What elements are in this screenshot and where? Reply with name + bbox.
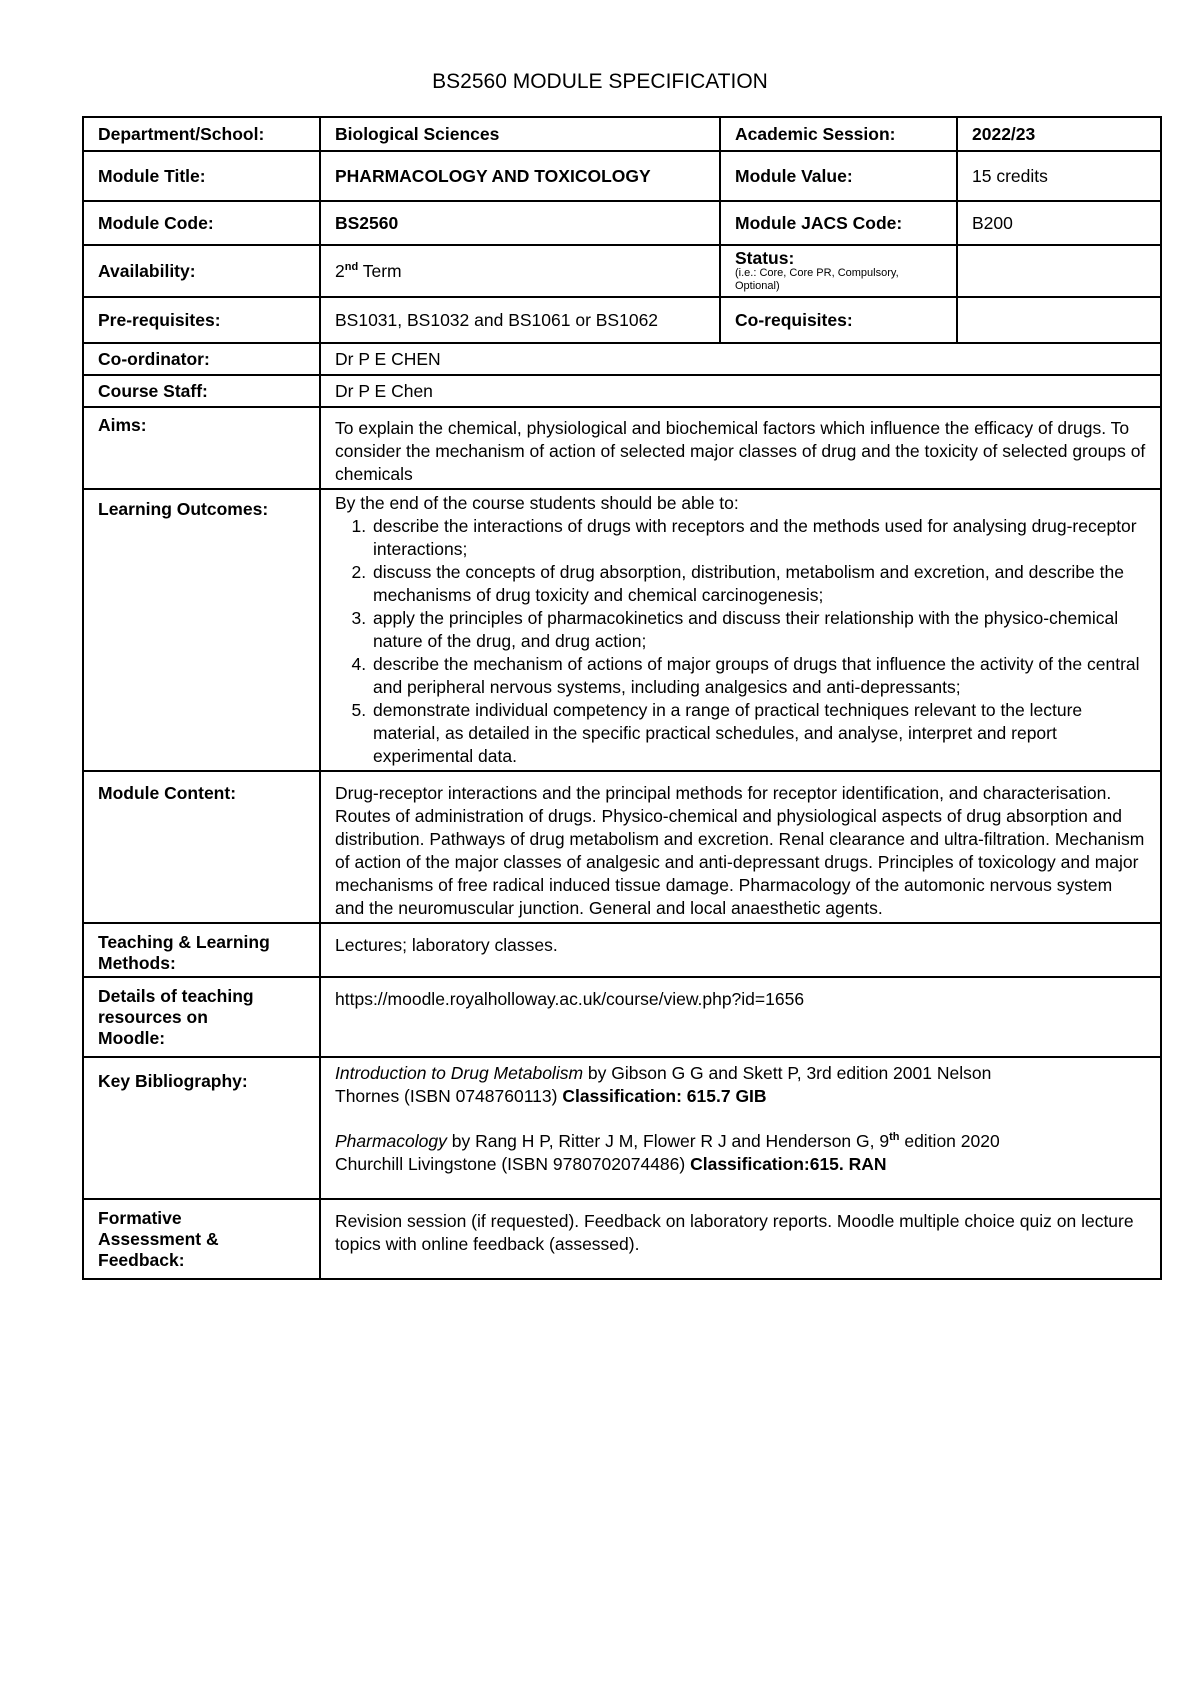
row-module-content (83, 771, 1161, 923)
page-title: BS2560 MODULE SPECIFICATION (432, 70, 768, 93)
prereq-value: BS1031, BS1032 and BS1061 or BS1062 (320, 297, 720, 343)
availability-sup: nd (344, 260, 359, 273)
aims-label: Aims: (83, 407, 320, 489)
learning-outcomes-list (335, 515, 1146, 768)
status-value (957, 245, 1161, 297)
row-coordinator (83, 343, 1161, 375)
coordinator-value: Dr P E CHEN (320, 343, 1161, 375)
book-2-title: Pharmacology (335, 1131, 447, 1151)
row-department (83, 117, 1161, 151)
session-label: Academic Session: (720, 117, 957, 151)
module-title-label: Module Title: (83, 151, 320, 201)
availability-rest: Term (358, 260, 402, 281)
outcome-4: 4. describe the mechanism of actions of major groups of drugs that influence the activity of the central and peripheral nervous systems, including analgesics and anti-depressants; (371, 653, 1146, 699)
coreq-value (957, 297, 1161, 343)
outcome-3: 3. apply the principles of pharmacokinetics and discuss their relationship with the physico-chemical nature of the drug, and drug action; (371, 607, 1146, 653)
department-label: Department/School: (83, 117, 320, 151)
department-value: Biological Sciences (320, 117, 720, 151)
course-staff-label: Course Staff: (83, 375, 320, 407)
outcome-5: 5. demonstrate individual competency in a range of practical techniques relevant to the lecture material, as detailed in the specific practical schedules, and analyse, interpret and report experimental data. (371, 699, 1146, 768)
row-module-code (83, 201, 1161, 245)
book-1-title: Introduction to Drug Metabolism (335, 1063, 584, 1083)
prereq-label: Pre-requisites: (83, 297, 320, 343)
moodle-label: Details of teaching resources on Moodle: (83, 977, 320, 1057)
outcome-1: 1. describe the interactions of drugs with receptors and the methods used for analysing drug-receptor interactions; (371, 515, 1146, 561)
learning-outcomes-cell (320, 489, 1161, 771)
module-content-value: Drug-receptor interactions and the principal methods for receptor identification, and characterisation. Routes of administration of drugs. Physico-chemical and physiological aspects of drug absorption and distribution. Pathways of drug metabolism and excretion. Renal clearance and ultra-filtration. Mechanism of action of the major classes of analgesic and anti-depressant drugs. Principles of toxicology and major mechanisms of free radical induced tissue damage. Pharmacology of the automonic nervous system and the neuromuscular junction. General and local anaesthetic agents. (320, 771, 1161, 923)
bibliography-book-2 (335, 1130, 1040, 1176)
module-content-label: Module Content: (83, 771, 320, 923)
book-2-classification: Classification:615. RAN (690, 1154, 887, 1174)
aims-value: To explain the chemical, physiological and biochemical factors which influence the efficacy of drugs. To consider the mechanism of action of selected major classes of drug and the toxicity of selected groups of chemicals (320, 407, 1161, 489)
module-value-value: 15 credits (957, 151, 1161, 201)
module-code-value: BS2560 (320, 201, 720, 245)
book-2-details: by Rang H P, Ritter J M, Flower R J and Henderson G, 9 (446, 1131, 890, 1151)
module-title-value: PHARMACOLOGY AND TOXICOLOGY (320, 151, 720, 201)
book-1-classification: Classification: 615.7 GIB (562, 1086, 767, 1106)
module-spec-table (82, 116, 1162, 1280)
row-availability (83, 245, 1161, 297)
module-value-label: Module Value: (720, 151, 957, 201)
teaching-value: Lectures; laboratory classes. (320, 923, 1161, 977)
jacs-value: B200 (957, 201, 1161, 245)
coordinator-label: Co-ordinator: (83, 343, 320, 375)
course-staff-value: Dr P E Chen (320, 375, 1161, 407)
row-aims (83, 407, 1161, 489)
learning-outcomes-label: Learning Outcomes: (83, 489, 320, 771)
coreq-label: Co-requisites: (720, 297, 957, 343)
formative-label: Formative Assessment & Feedback: (83, 1199, 320, 1279)
book-2-publisher: edition 2020 Churchill Livingstone (ISBN 9780702074486) (335, 1131, 1000, 1174)
row-bibliography (83, 1057, 1161, 1199)
moodle-link[interactable]: https://moodle.royalholloway.ac.uk/course/view.php?id=1656 (320, 977, 1161, 1057)
bibliography-cell (320, 1057, 1161, 1199)
status-note: (i.e.: Core, Core PR, Compulsory, Optional) (735, 267, 899, 292)
row-moodle (83, 977, 1161, 1057)
status-label: Status: (735, 248, 795, 268)
availability-label: Availability: (83, 245, 320, 297)
jacs-label: Module JACS Code: (720, 201, 957, 245)
row-prerequisites (83, 297, 1161, 343)
book-2-edition-sup: th (889, 1131, 900, 1144)
teaching-label: Teaching & Learning Methods: (83, 923, 320, 977)
row-learning-outcomes (83, 489, 1161, 771)
book-1-details: by Gibson G G and Skett P, 3rd edition 2001 Nelson Thornes (ISBN 0748760113) (335, 1063, 992, 1106)
formative-value: Revision session (if requested). Feedback on laboratory reports. Moodle multiple choice quiz on lecture topics with online feedback (assessed). (320, 1199, 1161, 1279)
row-teaching (83, 923, 1161, 977)
session-value: 2022/23 (957, 117, 1161, 151)
availability-num: 2 (335, 260, 345, 281)
outcome-2: 2. discuss the concepts of drug absorption, distribution, metabolism and excretion, and describe the mechanisms of drug toxicity and chemical carcinogenesis; (371, 561, 1146, 607)
bibliography-book-1 (335, 1062, 1040, 1108)
learning-outcomes-intro: By the end of the course students should be able to: (335, 493, 739, 513)
row-formative (83, 1199, 1161, 1279)
row-module-title (83, 151, 1161, 201)
module-code-label: Module Code: (83, 201, 320, 245)
status-cell (720, 245, 957, 297)
row-course-staff (83, 375, 1161, 407)
bibliography-label: Key Bibliography: (83, 1057, 320, 1199)
bibliography-gap (335, 1108, 1040, 1130)
availability-value (320, 245, 720, 297)
